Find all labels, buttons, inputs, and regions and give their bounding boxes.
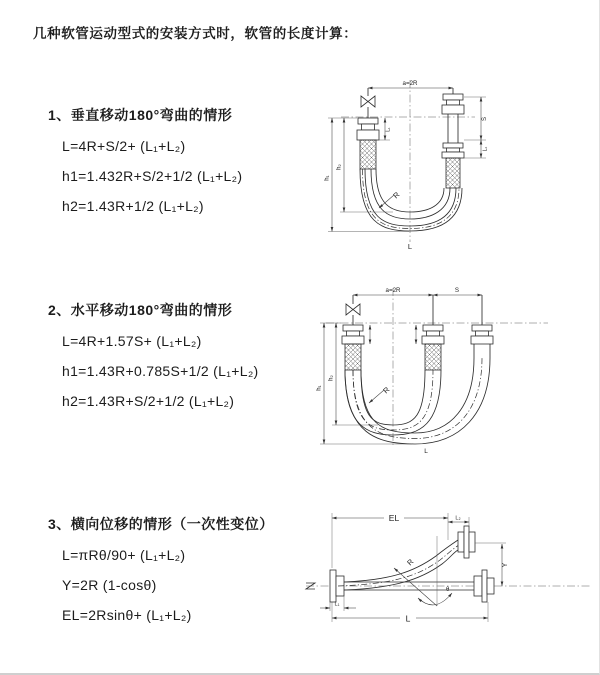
dimension-label: h₂ bbox=[328, 375, 335, 381]
right-flange bbox=[471, 295, 493, 358]
valve-icon bbox=[346, 295, 360, 325]
page-title: 几种软管运动型式的安装方式时，软管的长度计算： bbox=[33, 26, 358, 41]
formula-L: L=4R+1.57S+ (L₁+L₂) bbox=[62, 333, 202, 349]
dimension-s bbox=[464, 97, 489, 158]
valve-icon bbox=[361, 88, 375, 118]
dimension-label: h₁ bbox=[324, 175, 331, 181]
hose-s-curve bbox=[338, 540, 464, 590]
dimension-label-l: L bbox=[424, 448, 428, 455]
left-flange bbox=[357, 118, 379, 140]
dimension-label: h₂ bbox=[336, 164, 343, 170]
right-flange bbox=[474, 570, 494, 602]
diagram-vertical-180-bend bbox=[313, 72, 593, 257]
dimension-l1 bbox=[320, 596, 356, 611]
dimension-label: S bbox=[482, 116, 488, 122]
section-3-formulas bbox=[48, 540, 274, 630]
section-3-heading: 3、横向位移的情形（一次性变位） bbox=[48, 516, 274, 532]
dimension-label: L₁ bbox=[334, 601, 340, 608]
braided-hose-section bbox=[360, 140, 376, 169]
dimension-a-2r bbox=[368, 80, 453, 88]
dimension-l bbox=[332, 602, 488, 624]
hose-u-bend-curves bbox=[345, 358, 490, 444]
dimension-s bbox=[433, 287, 482, 295]
radius-callout bbox=[369, 385, 392, 403]
section-2-formulas bbox=[48, 326, 259, 416]
braided-hose-section bbox=[446, 158, 460, 188]
left-flange bbox=[342, 325, 364, 344]
formula-h2: h2=1.43R+1/2 (L₁+L₂) bbox=[62, 198, 204, 214]
section-1-formulas bbox=[48, 131, 242, 221]
right-flange-upper bbox=[442, 88, 464, 143]
formula-h2: h2=1.43R+S/2+1/2 (L₁+L₂) bbox=[62, 393, 235, 409]
dimension-label: θ bbox=[446, 587, 450, 593]
dimension-label: R bbox=[391, 189, 402, 201]
formula-Y: Y=2R (1-cosθ) bbox=[62, 577, 157, 593]
angle-theta-construction bbox=[394, 536, 452, 606]
formula-h1: h1=1.43R+0.785S+1/2 (L₁+L₂) bbox=[62, 363, 259, 379]
dimension-label: L₂ bbox=[482, 146, 489, 152]
dimension-label: S bbox=[454, 287, 460, 294]
diagram-horizontal-180-bend bbox=[308, 278, 598, 456]
formula-L: L=4R+S/2+ (L₁+L₂) bbox=[62, 138, 186, 154]
formula-h1: h1=1.432R+S/2+1/2 (L₁+L₂) bbox=[62, 168, 243, 184]
dimension-label: EL bbox=[388, 513, 400, 523]
dimension-a-2r bbox=[353, 287, 433, 295]
dimension-label: L₁ bbox=[385, 127, 392, 132]
middle-flange bbox=[422, 295, 444, 344]
section-lateral-displacement bbox=[48, 514, 274, 630]
formula-EL: EL=2Rsinθ+ (L₁+L₂) bbox=[62, 607, 192, 623]
dimension-label-l: L bbox=[407, 242, 413, 251]
diagram-lateral-displacement bbox=[298, 498, 598, 648]
dimension-label: R bbox=[381, 384, 392, 396]
dimension-label: L bbox=[405, 613, 411, 624]
formula-L: L=πRθ/90+ (L₁+L₂) bbox=[62, 547, 186, 563]
braided-hose-section bbox=[425, 344, 441, 370]
dimension-label: a=2R bbox=[385, 287, 401, 294]
dimension-label: a=2R bbox=[402, 80, 418, 87]
braided-hose-section bbox=[345, 344, 361, 370]
dimension-label: Y bbox=[502, 562, 509, 568]
section-horizontal-180 bbox=[48, 300, 259, 416]
upper-flange bbox=[458, 526, 475, 558]
dimension-label: L₂ bbox=[455, 515, 461, 522]
section-1-heading: 1、垂直移动180°弯曲的情形 bbox=[48, 107, 233, 123]
dimension-label: h₁ bbox=[316, 385, 323, 391]
dimension-label: R bbox=[405, 557, 416, 568]
section-vertical-180 bbox=[48, 105, 242, 221]
right-flange-lower bbox=[442, 143, 464, 158]
section-2-heading: 2、水平移动180°弯曲的情形 bbox=[48, 302, 233, 318]
